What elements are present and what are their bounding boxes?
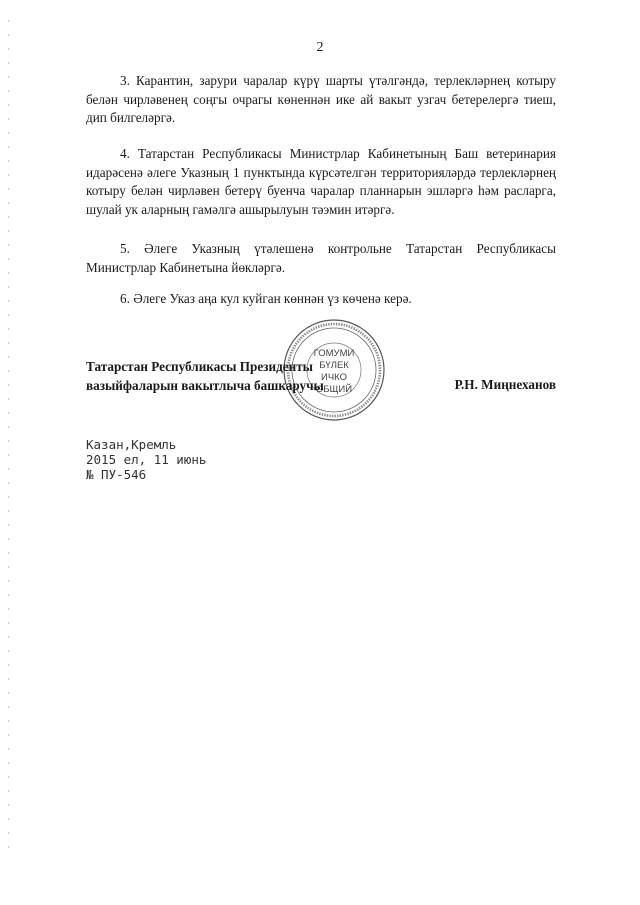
paragraph-6: 6. Әлеге Указ аңа кул куйган көннән үз көченә керә. — [120, 291, 412, 306]
page-number: 2 — [316, 40, 324, 55]
signatory-title — [86, 358, 324, 395]
signatory-name: Р.Н. Миңнеханов — [454, 377, 556, 392]
document-footer — [86, 437, 206, 482]
seal-text-2: БҮЛЕК — [319, 360, 349, 371]
footer-number: № ПУ-546 — [86, 467, 147, 482]
signatory-title-line-1: Татарстан Республикасы Президенты — [86, 359, 313, 374]
paragraph-5: 5. Әлеге Указның үтәлешенә контрольне Татарстан Республикасы Министрлар Кабинетына йөкләргә. — [86, 241, 556, 275]
footer-place: Казан,Кремль — [86, 437, 177, 452]
seal-text-1: ГОМУМИ — [313, 348, 355, 359]
signatory-title-line-2: вазыйфаларын вакытлыча башкаручы — [86, 377, 324, 393]
paragraph-3: 3. Карантин, зарури чаралар күрү шарты үтәлгәндә, терлекләрнең котыру белән чирләвенең соңгы очрагы көненнән ике ай вакыт узгач бетерелергә тиеш, дип билгеләргә. — [86, 73, 556, 125]
scan-margin-marks — [8, 20, 9, 860]
footer-date: 2015 ел, 11 июнь — [86, 452, 207, 467]
seal-text-4: ОБЩИЙ — [315, 384, 353, 395]
paragraph-4: 4. Татарстан Республикасы Министрлар Кабинетының Баш ветеринария идарәсенә әлеге Указның 1 пунктында күрсәтелгән территорияләрдә терлекләрнең котыру белән чирләвен бетерү буенча чаралар планнарын эшләргә һәм расларга, шулай ук аларның гамәлгә ашырылуын тәэмин итәргә. — [86, 146, 556, 217]
seal-text-3: ИЧКО — [321, 372, 347, 383]
